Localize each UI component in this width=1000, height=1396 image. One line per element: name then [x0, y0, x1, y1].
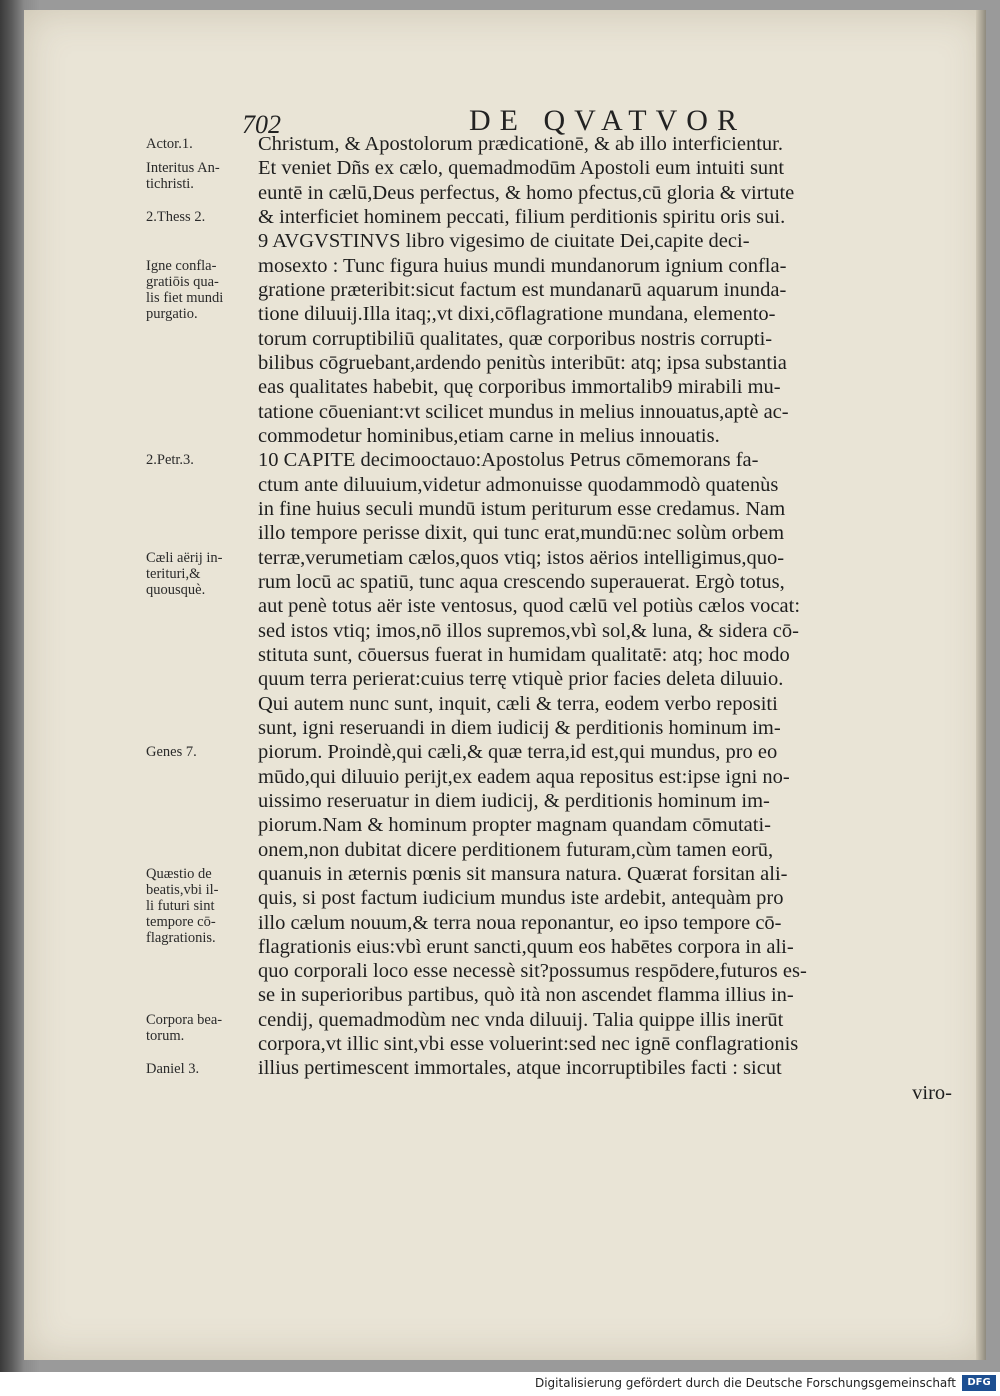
dfg-logo: DFG: [962, 1375, 996, 1391]
margin-note: [146, 136, 261, 152]
margin-note-line: purgatio.: [146, 305, 198, 322]
text-line: sed istos vtiq; imos,nō illos supremos,vbì sol,& luna, & sidera cō-: [258, 619, 799, 642]
margin-note: [146, 1061, 261, 1077]
funding-notice: Digitalisierung gefördert durch die Deutsche Forschungsgemeinschaft: [534, 1376, 956, 1390]
text-line: torum corruptibiliū qualitates, quæ corporibus nostris corrupti-: [258, 327, 773, 350]
text-line: tatione cōueniant:vt scilicet mundus in melius innouatus,aptè ac-: [258, 400, 789, 423]
text-line: piorum. Proindè,qui cæli,& quæ terra,id est,qui mundus, pro eo: [258, 741, 778, 764]
text-line: bilibus cōgruebant,ardendo penitùs interibūt: atq; ipsa substantia: [258, 351, 787, 374]
text-line: terræ,verumetiam cælos,quos vtiq; istos aërios intelligimus,quo-: [258, 546, 785, 569]
main-text: [258, 132, 958, 1105]
margin-note-line: Genes 7.: [146, 744, 197, 761]
margin-note-line: Actor.1.: [146, 136, 193, 152]
text-line: se in superioribus partibus, quò ità non ascendet flamma illius in-: [258, 984, 794, 1007]
text-line: cendij, quemadmodùm nec vnda diluuij. Talia quippe illis inerūt: [258, 1008, 784, 1031]
margin-note-line: Igne confla-: [146, 257, 217, 274]
margin-note-line: flagrationis.: [146, 929, 216, 946]
text-line: gratione præteribit:sicut factum est mundanarū aquarum inunda-: [258, 278, 787, 301]
text-line: uissimo reseruatur in diem iudicij, & perditionis hominum im-: [258, 789, 770, 812]
margin-note: [146, 744, 261, 760]
text-line: quanuis in æternis pœnis sit mansura natura. Quærat forsitan ali-: [258, 862, 788, 885]
margin-note-line: tichristi.: [146, 176, 194, 193]
margin-note-line: li futuri sint: [146, 897, 215, 914]
margin-note: [146, 160, 261, 192]
text-line: quum terra perierat:cuius terrę vtiquè prior facies deleta diluuio.: [258, 668, 784, 691]
margin-note: [146, 1012, 261, 1044]
margin-note: [146, 452, 261, 468]
text-line: 9 AVGVSTINVS libro vigesimo de ciuitate Dei,capite deci-: [258, 230, 750, 253]
margin-note-line: Interitus An-: [146, 160, 220, 177]
text-line: rum locū ac spatiū, tunc aqua crescendo superauerat. Ergò totus,: [258, 570, 785, 593]
text-line: viro-: [912, 1081, 952, 1104]
text-line: Qui autem nunc sunt, inquit, cæli & terra, eodem verbo repositi: [258, 692, 778, 715]
text-line: Et veniet Dñs ex cælo, quemadmodūm Apostoli eum intuiti sunt: [258, 157, 785, 180]
text-line: onem,non dubitat dicere perditionem futuram,cùm tamen eorū,: [258, 838, 774, 861]
text-line: flagrationis eius:vbì erunt sancti,quum eos habētes corpora in ali-: [258, 935, 794, 958]
margin-note-line: Cæli aërij in-: [146, 549, 223, 566]
text-line: 10 CAPITE decimooctauo:Apostolus Petrus cōmemorans fa-: [258, 449, 759, 472]
text-line: ctum ante diluuium,videtur admonuisse quodammodò quatenùs: [258, 473, 779, 496]
page-edge: [976, 10, 986, 1360]
margin-note-line: terituri,&: [146, 565, 201, 582]
margin-note-line: gratiōis qua-: [146, 273, 219, 290]
margin-note-line: Daniel 3.: [146, 1060, 200, 1077]
margin-note-line: Quæstio de: [146, 865, 212, 882]
text-line: tione diluuij.Illa itaq;,vt dixi,cōflagratione mundana, elemento-: [258, 303, 776, 326]
text-line: sunt, igni reseruandi in diem iudicij & perditionis hominum im-: [258, 716, 781, 739]
text-line: quo corporali loco esse necessè sit?possumus respōdere,futuros es-: [258, 960, 807, 983]
margin-note: [146, 550, 261, 598]
text-line: illius pertimescent immortales, atque incorruptibiles facti : sicut: [258, 1057, 782, 1080]
margin-note-line: 2.Thess 2.: [146, 208, 206, 225]
text-line: corpora,vt illic sint,vbi esse voluerint:sed nec ignē conflagrationis: [258, 1033, 799, 1056]
margin-note: [146, 209, 261, 225]
margin-note-line: torum.: [146, 1027, 185, 1044]
margin-note-line: Corpora bea-: [146, 1011, 223, 1028]
margin-note: [146, 866, 261, 946]
text-line: aut penè totus aër iste ventosus, quod cælū vel potiùs cælos vocat:: [258, 595, 801, 618]
margin-note-line: lis fiet mundi: [146, 289, 224, 306]
margin-note: [146, 258, 261, 322]
footer-bar: [0, 1372, 1000, 1396]
text-line: illo tempore perisse dixit, qui tunc erat,mundū:nec solùm orbem: [258, 522, 785, 545]
margin-note-line: 2.Petr.3.: [146, 452, 194, 469]
text-line: mosexto : Tunc figura huius mundi mundanorum ignium confla-: [258, 254, 787, 277]
margin-note-line: quousquè.: [146, 581, 206, 598]
text-line: commodetur hominibus,etiam carne in melius innouatis.: [258, 424, 720, 447]
text-line: mūdo,qui diluuio perijt,ex eadem aqua repositus est:ipse igni no-: [258, 765, 790, 788]
text-line: stituta sunt, cōuersus fuerat in humidam qualitatē: atq; hoc modo: [258, 643, 790, 666]
text-line: illo cælum nouum,& terra noua reponantur, eo ipso tempore cō-: [258, 911, 782, 934]
text-line: quis, si post factum iudicium mundus iste ardebit, antequàm pro: [258, 887, 784, 910]
text-line: & interficiet hominem peccati, filium perditionis spiritu oris sui.: [258, 205, 786, 228]
text-line: eas qualitates habebit, quę corporibus immortalib9 mirabili mu-: [258, 376, 781, 399]
margin-note-line: beatis,vbi il-: [146, 881, 219, 898]
page-number: 702: [242, 110, 281, 139]
text-line: piorum.Nam & hominum propter magnam quandam cōmutati-: [258, 814, 771, 837]
margin-note-line: tempore cō-: [146, 913, 216, 930]
text-line: Christum, & Apostolorum prædicationē, & ab illo interficientur.: [258, 133, 783, 155]
text-line: in fine huius seculi mundū istum periturum esse credamus. Nam: [258, 497, 786, 520]
text-line: euntē in cælū,Deus perfectus, & homo pfectus,cū gloria & virtute: [258, 181, 795, 204]
running-title: DE QVATVOR: [469, 104, 746, 137]
